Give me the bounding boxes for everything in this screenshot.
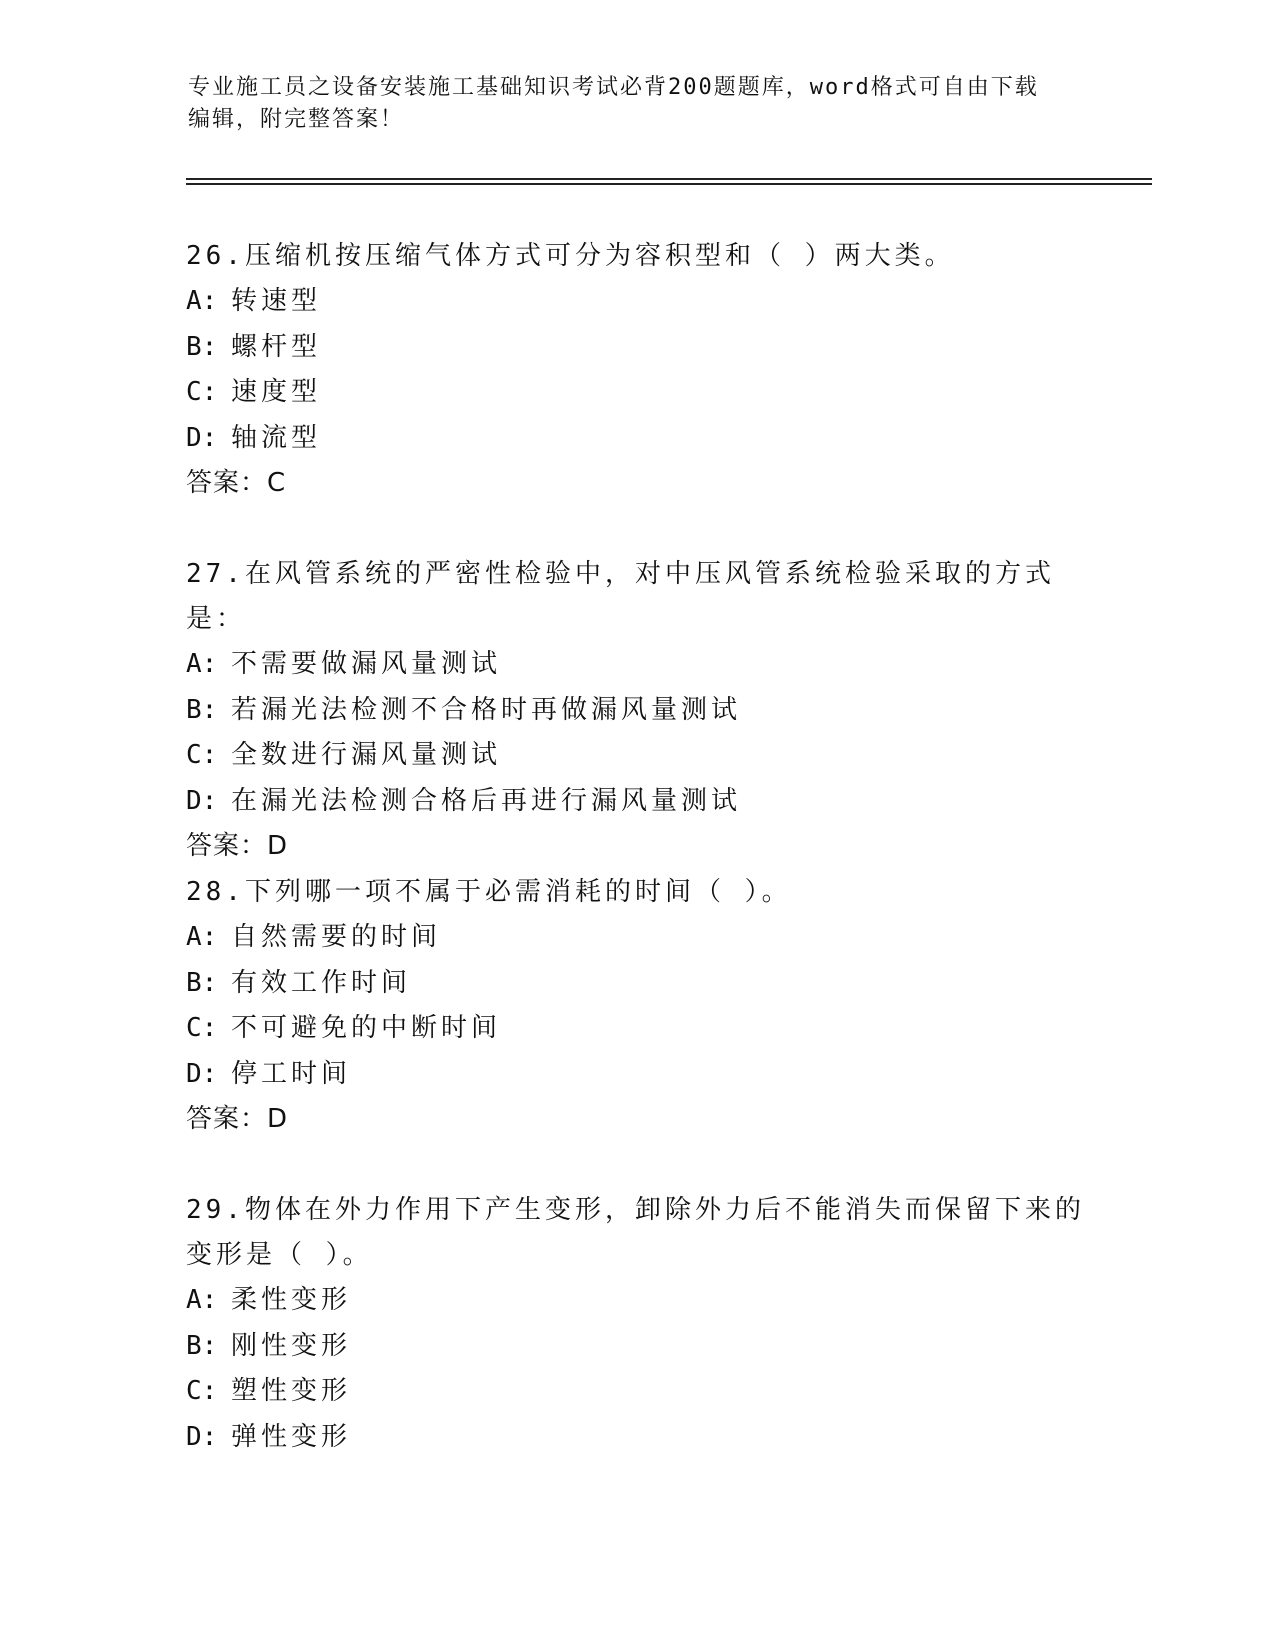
option-a: [186, 642, 1086, 688]
option-label: B:: [186, 331, 218, 362]
header-title-line-1: 专业施工员之设备安装施工基础知识考试必背200题题库，word格式可自由下载: [188, 75, 1039, 100]
option-label: A:: [186, 649, 218, 679]
option-text: 停工时间: [231, 1058, 352, 1089]
header-title-line-2: 编辑，附完整答案！: [188, 107, 405, 132]
option-c: [186, 1369, 1086, 1415]
option-text: 速度型: [231, 377, 322, 407]
option-label: A:: [186, 1285, 218, 1315]
option-text: 全数进行漏风量测试: [231, 740, 502, 770]
answer-text: 答案：D: [186, 1104, 289, 1134]
option-text: 自然需要的时间: [231, 922, 442, 952]
option-b: [186, 688, 1086, 734]
option-text: 在漏光法检测合格后再进行漏风量测试: [231, 785, 742, 816]
answer-text: 答案：D: [186, 831, 289, 861]
option-text: 螺杆型: [231, 331, 322, 362]
option-text: 柔性变形: [231, 1285, 352, 1315]
option-text: 转速型: [231, 286, 322, 316]
option-label: C:: [186, 740, 218, 770]
option-b: [186, 961, 1086, 1007]
option-label: D:: [186, 785, 218, 816]
option-label: C:: [186, 1013, 218, 1043]
question-28: [186, 870, 1086, 1142]
option-text: 若漏光法检测不合格时再做漏风量测试: [231, 694, 742, 725]
question-27: [186, 552, 1086, 869]
option-text: 不可避免的中断时间: [231, 1013, 502, 1043]
option-text: 弹性变形: [231, 1421, 352, 1452]
option-c: [186, 1006, 1086, 1052]
question-text: 27.在风管系统的严密性检验中，对中压风管系统检验采取的方式是：: [186, 559, 1055, 634]
question-text: 29.物体在外力作用下产生变形，卸除外力后不能消失而保留下来的变形是（ ）。: [186, 1195, 1085, 1270]
option-label: B:: [186, 694, 218, 725]
option-label: D:: [186, 422, 218, 453]
question-text: 26.压缩机按压缩气体方式可分为容积型和（ ）两大类。: [186, 241, 955, 271]
option-c: [186, 733, 1086, 779]
option-label: D:: [186, 1058, 218, 1089]
option-d: [186, 416, 1086, 462]
question-text: 28.下列哪一项不属于必需消耗的时间（ ）。: [186, 877, 792, 907]
option-label: D:: [186, 1421, 218, 1452]
option-d: [186, 1415, 1086, 1461]
option-label: C:: [186, 377, 218, 407]
question-29: [186, 1188, 1086, 1460]
option-d: [186, 1052, 1086, 1098]
option-text: 不需要做漏风量测试: [231, 649, 502, 679]
option-a: [186, 915, 1086, 961]
option-c: [186, 370, 1086, 416]
option-label: C:: [186, 1376, 218, 1406]
option-b: [186, 1324, 1086, 1370]
document-header: [188, 72, 1068, 136]
option-a: [186, 279, 1086, 325]
header-divider-bottom: [186, 183, 1152, 185]
option-b: [186, 325, 1086, 371]
header-divider-top: [186, 178, 1152, 180]
option-text: 刚性变形: [231, 1330, 352, 1361]
option-label: A:: [186, 922, 218, 952]
option-text: 有效工作时间: [231, 967, 412, 998]
option-label: B:: [186, 967, 218, 998]
option-text: 塑性变形: [231, 1376, 352, 1406]
option-label: B:: [186, 1330, 218, 1361]
option-a: [186, 1278, 1086, 1324]
option-label: A:: [186, 286, 218, 316]
option-text: 轴流型: [231, 422, 322, 453]
answer-text: 答案：C: [186, 468, 287, 498]
option-d: [186, 779, 1086, 825]
question-26: [186, 234, 1086, 506]
